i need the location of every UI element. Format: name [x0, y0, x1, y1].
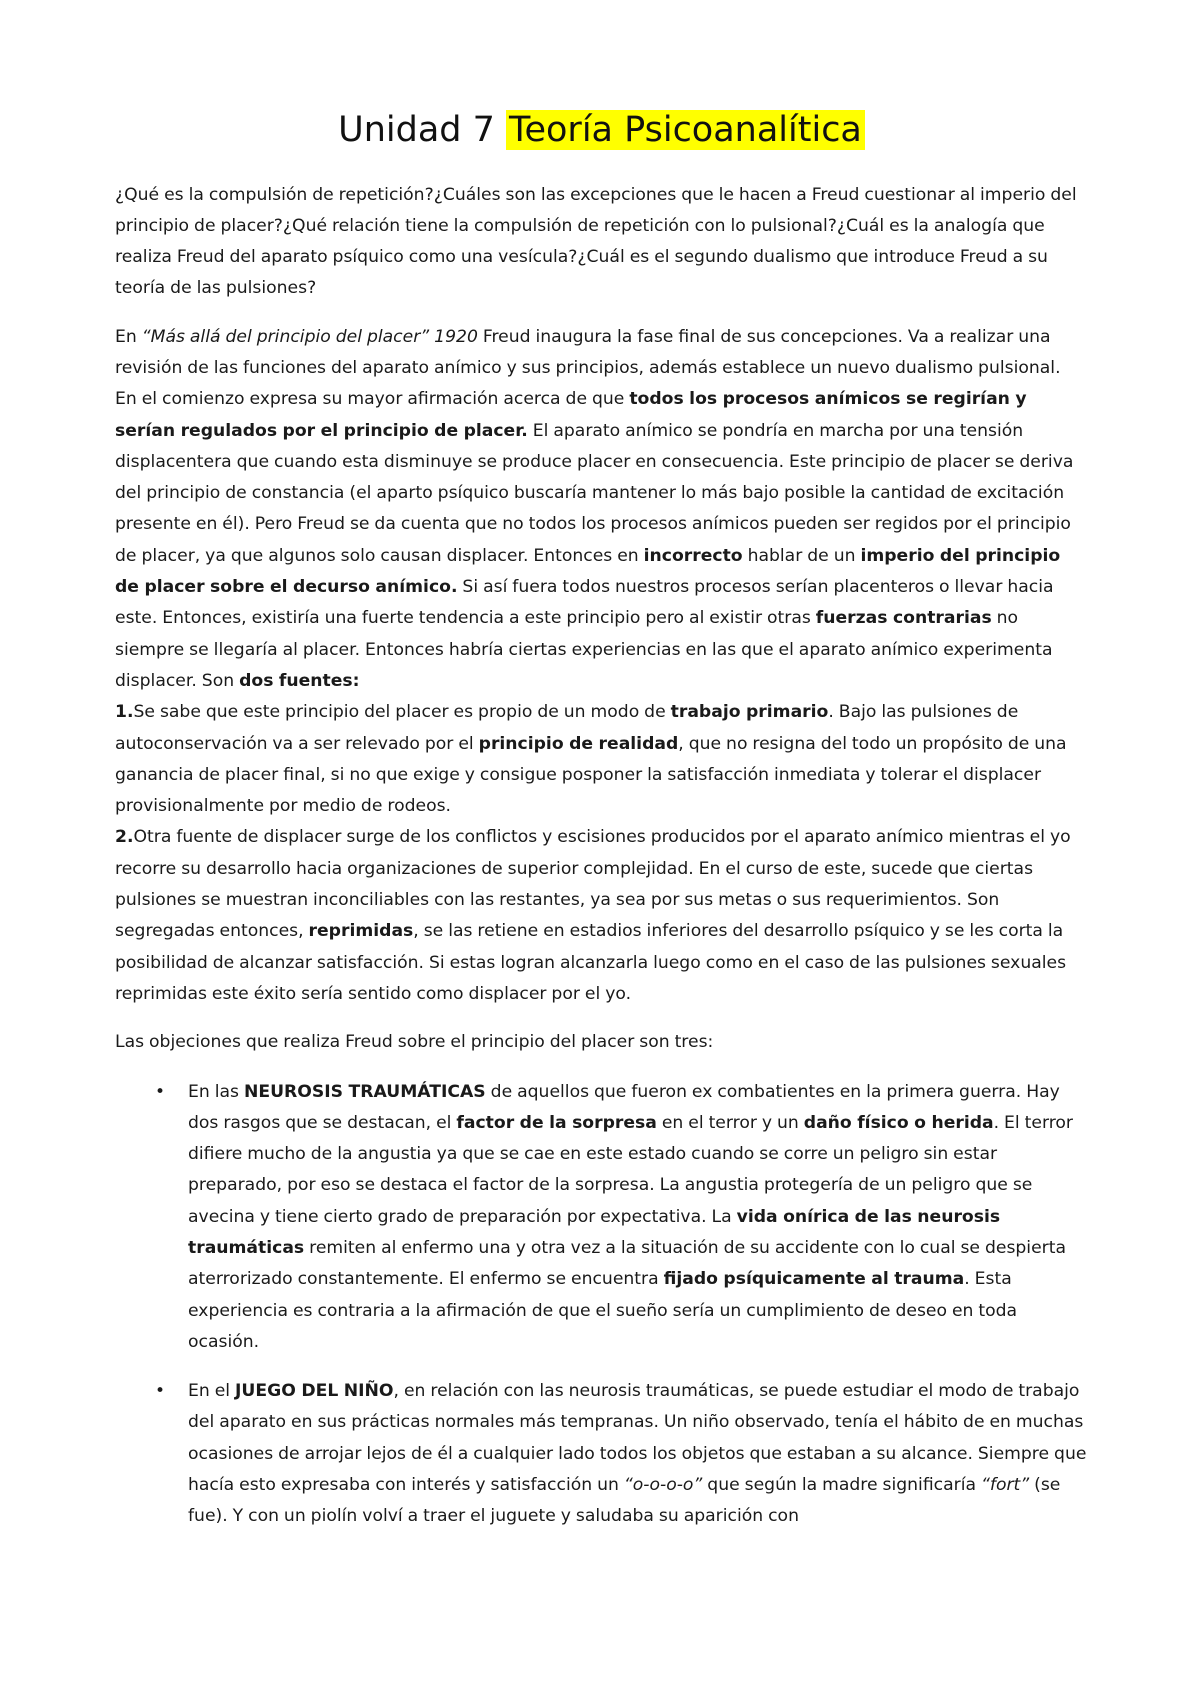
- pleasure-principle-paragraph: En el comienzo expresa su mayor afirmación acerca de que todos los procesos anímicos se regirían y serían regulados por el principio de placer. El aparato anímico se pondría en marcha por una tensión displacentera que cuando esta disminuye se produce placer en consecuencia. Este principio de placer se deriva del principio de constancia (el aparto psíquico buscaría mantener lo más bajo posible la cantidad de excitación presente en él). Pero Freud se da cuenta que no todos los procesos anímicos pueden ser regidos por el principio de placer, ya que algunos solo causan displacer. Entonces en incorrecto hablar de un imperio del principio de placer sobre el decurso anímico. Si así fuera todos nuestros procesos serían placenteros o llevar hacia este. Entonces, existiría una fuerte tendencia a este principio pero al existir otras fuerzas contrarias no siempre se llegaría al placer. Entonces habría ciertas experiencias en las que el aparato anímico experimenta displacer. Son dos fuentes:: [115, 389, 1074, 691]
- source-one-paragraph: 1.Se sabe que este principio del placer es propio de un modo de trabajo primario. Bajo las pulsiones de autoconservación va a ser relevado por el principio de realidad, que no resigna del todo un propósito de una ganancia de placer final, si no que exige y consigue posponer la satisfacción inmediata y tolerar el displacer provisionalmente por medio de rodeos.: [115, 702, 1067, 817]
- item-number: 2.: [115, 827, 134, 848]
- bullet-icon: •: [155, 1381, 166, 1402]
- list-item: • En las NEUROSIS TRAUMÁTICAS de aquellos que fueron ex combatientes en la primera guerra. Hay dos rasgos que se destacan, el factor de la sorpresa en el terror y un daño físico o herida. El terror difiere mucho de la angustia ya que se cae en este estado cuando se corre un peligro sin estar preparado, por eso se destaca el factor de la sorpresa. La angustia protegería de un peligro que se avecina y tiene cierto grado de preparación por expectativa. La vida onírica de las neurosis traumáticas remiten al enfermo una y otra vez a la situación de su accidente con lo cual se despierta aterrorizado constantemente. El enfermo se encuentra fijado psíquicamente al trauma. Esta experiencia es contraria a la afirmación de que el sueño sería un cumplimiento de deseo en toda ocasión.: [188, 1077, 1088, 1359]
- title-unit: Unidad 7: [338, 110, 507, 150]
- questions-paragraph: ¿Qué es la compulsión de repetición?¿Cuáles son las excepciones que le hacen a Freud cuestionar al imperio del principio de placer?¿Qué relación tiene la compulsión de repetición con lo pulsional?¿Cuál es la analogía que realiza Freud del aparato psíquico como una vesícula?¿Cuál es el segundo dualismo que introduce Freud a su teoría de las pulsiones?: [115, 184, 1077, 299]
- list-item: • En el JUEGO DEL NIÑO, en relación con las neurosis traumáticas, se puede estudiar el modo de trabajo del aparato en sus prácticas normales más tempranas. Un niño observado, tenía el hábito de en muchas ocasiones de arrojar lejos de él a cualquier lado todos los objetos que estaban a su alcance. Siempre que hacía esto expresaba con interés y satisfacción un “o-o-o-o” que según la madre significaría “fort” (se fue). Y con un piolín volví a traer el juguete y saludaba su aparición con: [188, 1376, 1088, 1532]
- page-title: [115, 108, 1088, 154]
- item-number: 1.: [115, 702, 134, 723]
- intro-paragraph: En “Más allá del principio del placer” 1920 Freud inaugura la fase final de sus concepciones. Va a realizar una revisión de las funciones del aparato anímico y sus principios, además establece un nuevo dualismo pulsional.: [115, 326, 1061, 378]
- bullet-icon: •: [155, 1081, 166, 1102]
- title-highlight: Teoría Psicoanalítica: [506, 110, 865, 150]
- source-two-paragraph: 2.Otra fuente de displacer surge de los conflictos y escisiones producidos por el aparato anímico mientras el yo recorre su desarrollo hacia organizaciones de superior complejidad. En el curso de este, sucede que ciertas pulsiones se muestran inconciliables con las restantes, ya sea por sus metas o sus requerimientos. Son segregadas entonces, reprimidas, se las retiene en estadios inferiores del desarrollo psíquico y se les corta la posibilidad de alcanzar satisfacción. Si estas logran alcanzarla luego como en el caso de las pulsiones sexuales reprimidas este éxito sería sentido como displacer por el yo.: [115, 827, 1071, 1004]
- objections-intro: Las objeciones que realiza Freud sobre el principio del placer son tres:: [115, 1032, 714, 1053]
- work-title: “Más allá del principio del placer” 1920: [141, 326, 478, 347]
- objections-list: [115, 1077, 1088, 1533]
